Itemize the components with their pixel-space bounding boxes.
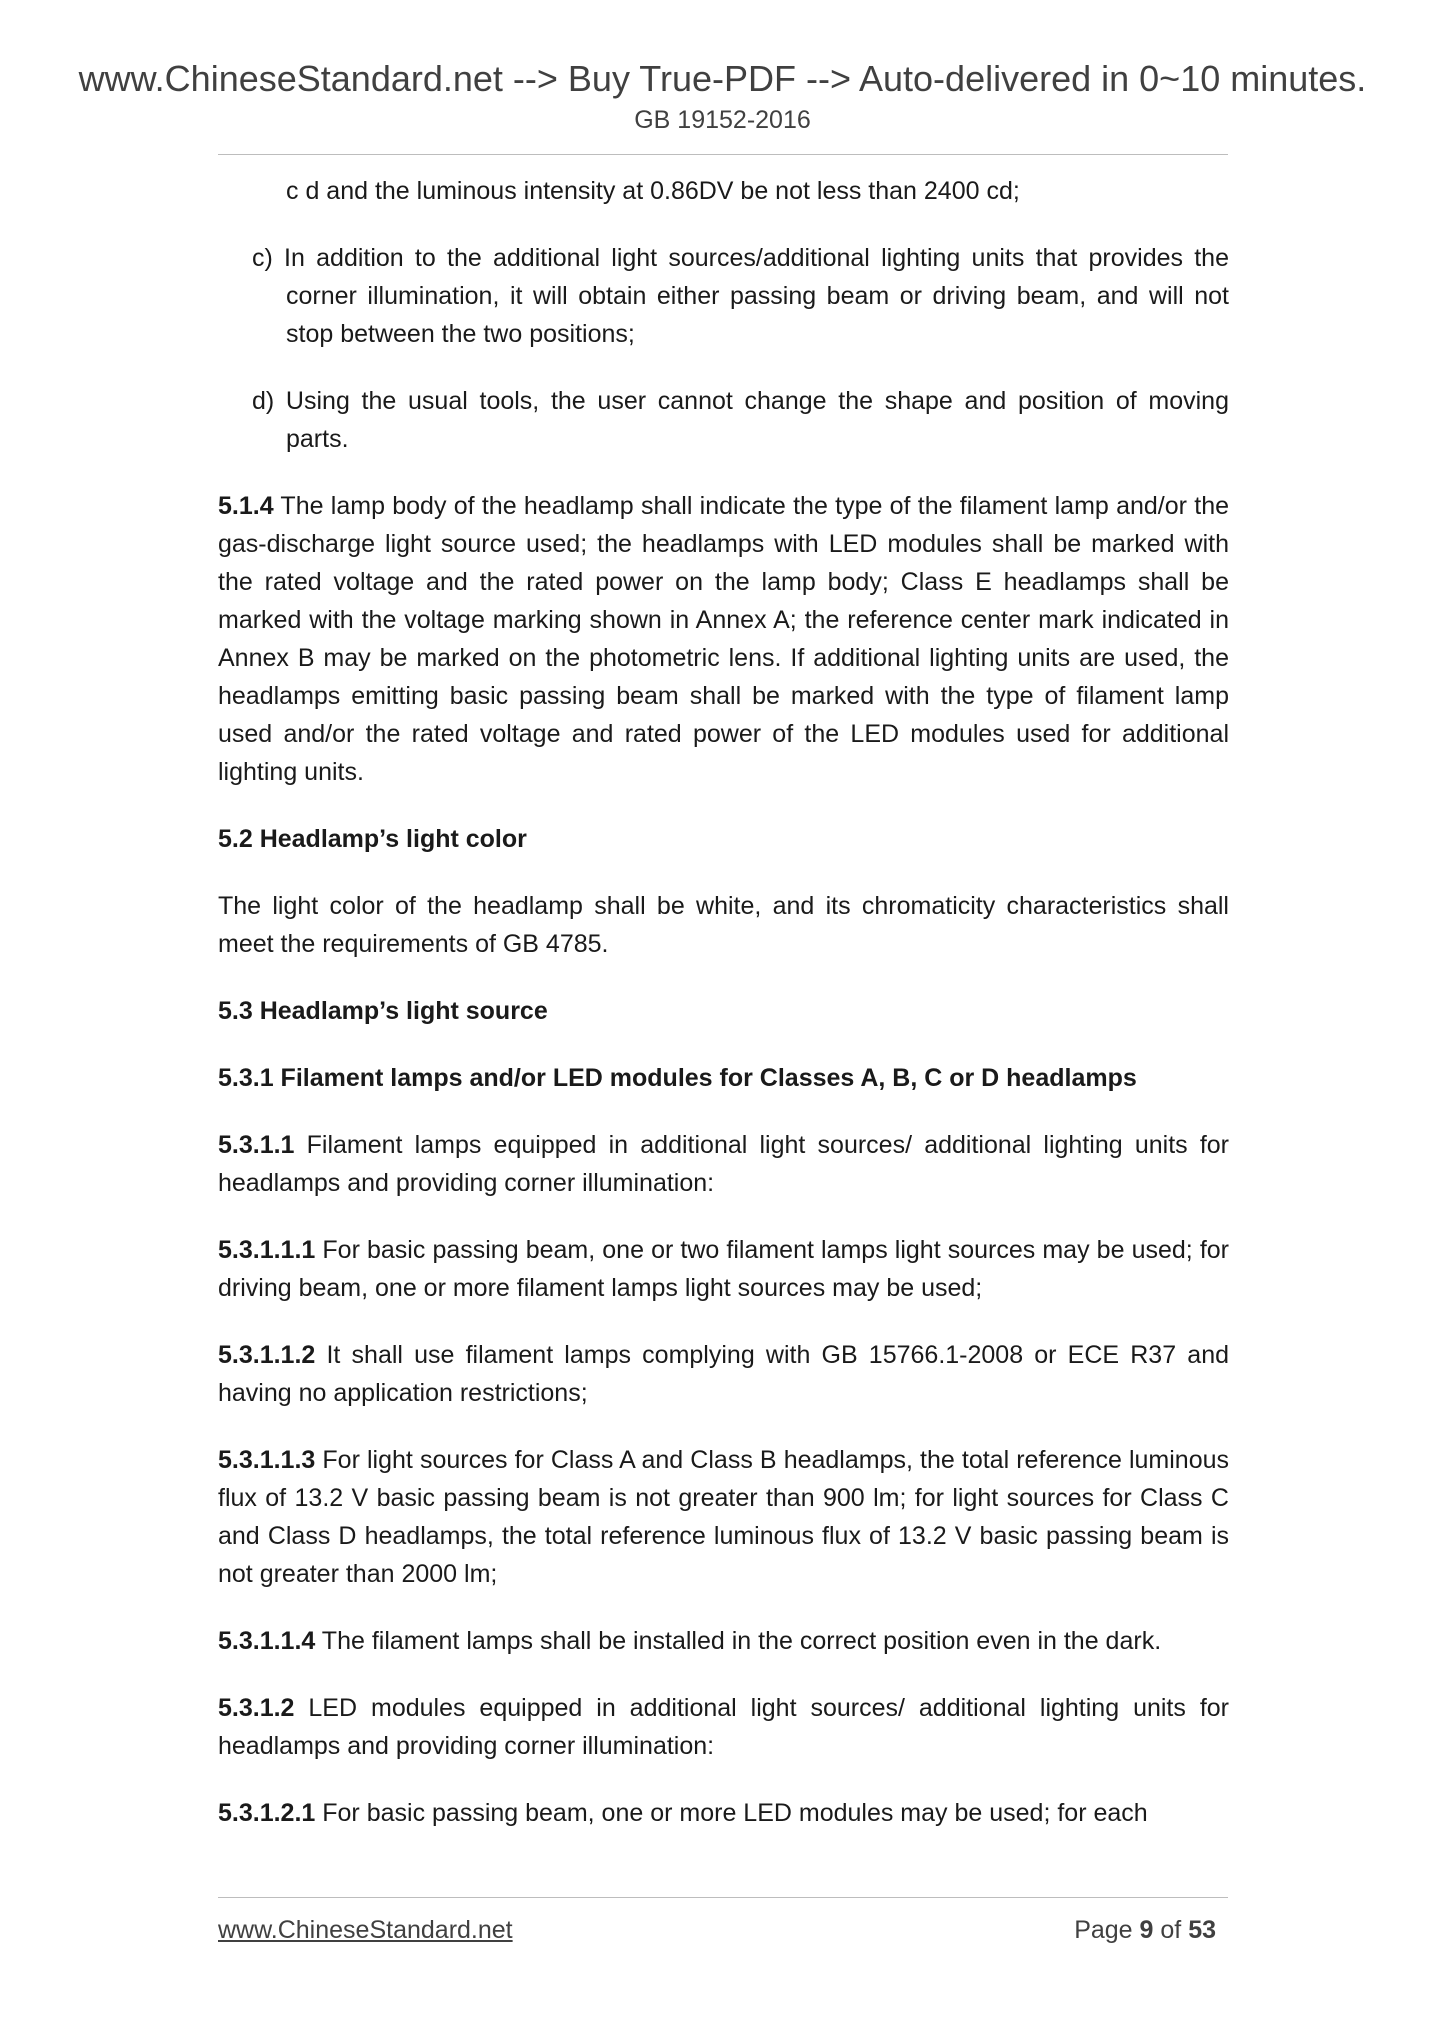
heading-5-2: 5.2 Headlamp’s light color — [218, 825, 527, 853]
clause-5-3-1-1 — [218, 1126, 1229, 1202]
clause-number: 5.3.1.1 — [218, 1131, 295, 1159]
clause-number: 5.3.1.1.2 — [218, 1341, 316, 1369]
clause-number: 5.3.1.1.1 — [218, 1236, 316, 1264]
header-divider — [218, 154, 1228, 155]
heading-5-3-1: 5.3.1 Filament lamps and/or LED modules for Classes A, B, C or D headlamps — [218, 1064, 1137, 1092]
clause-5-3-1-1-3 — [218, 1441, 1229, 1593]
clause-text: For basic passing beam, one or more LED modules may be used; for each — [315, 1799, 1148, 1827]
clause-text: Filament lamps equipped in additional light sources/ additional lighting units for headlamps and providing corner illumination: — [218, 1131, 1229, 1197]
clause-number: 5.3.1.2 — [218, 1694, 295, 1722]
list-item-d: d) Using the usual tools, the user cannot change the shape and position of moving parts. — [252, 387, 1229, 453]
page-total: 53 — [1188, 1916, 1216, 1944]
clause-5-1-4 — [218, 487, 1229, 791]
list-item-c: c) In addition to the additional light sources/additional lighting units that provides the corner illumination, it will obtain either passing beam or driving beam, and will not stop between the two positions; — [252, 244, 1229, 348]
document-id: GB 19152-2016 — [634, 106, 811, 134]
paragraph-5-2: The light color of the headlamp shall be white, and its chromaticity characteristics shall meet the requirements of GB 4785. — [218, 892, 1229, 958]
clause-text: The lamp body of the headlamp shall indicate the type of the filament lamp and/or the gas-discharge light source used; the headlamps with LED modules shall be marked with the rated voltage and the rated power on the lamp body; Class E headlamps shall be marked with the voltage marking shown in Annex A; the reference center mark indicated in Annex B may be marked on the photometric lens. If additional lighting units are used, the headlamps emitting basic passing beam shall be marked with the type of filament lamp used and/or the rated voltage and rated power of the LED modules used for additional lighting units. — [218, 492, 1229, 786]
page-indicator — [1074, 1914, 1216, 1946]
clause-number: 5.3.1.2.1 — [218, 1799, 316, 1827]
clause-5-3-1-2-1 — [218, 1794, 1229, 1832]
page-body — [218, 172, 1229, 1861]
clause-text: The filament lamps shall be installed in the correct position even in the dark. — [315, 1627, 1162, 1655]
clause-text: LED modules equipped in additional light sources/ additional lighting units for headlamps and providing corner illumination: — [218, 1694, 1229, 1760]
clause-text: For light sources for Class A and Class B headlamps, the total reference luminous flux of 13.2 V basic passing beam is not greater than 900 lm; for light sources for Class C and Class D headlamps, the total reference luminous flux of 13.2 V basic passing beam is not greater than 2000 lm; — [218, 1446, 1229, 1588]
clause-5-3-1-1-4 — [218, 1622, 1229, 1660]
page-prefix: Page — [1074, 1916, 1140, 1944]
heading-5-3: 5.3 Headlamp’s light source — [218, 997, 548, 1025]
clause-text: For basic passing beam, one or two filament lamps light sources may be used; for driving beam, one or more filament lamps light sources may be used; — [218, 1236, 1229, 1302]
footer-divider — [218, 1897, 1228, 1898]
clause-5-3-1-2 — [218, 1689, 1229, 1765]
page-current: 9 — [1139, 1916, 1154, 1944]
footer-site-link[interactable]: www.ChineseStandard.net — [218, 1916, 513, 1944]
paragraph-continuation: c d and the luminous intensity at 0.86DV be not less than 2400 cd; — [286, 177, 1020, 205]
page-mid: of — [1153, 1916, 1189, 1944]
clause-number: 5.1.4 — [218, 492, 274, 520]
clause-number: 5.3.1.1.4 — [218, 1627, 316, 1655]
clause-5-3-1-1-2 — [218, 1336, 1229, 1412]
clause-text: It shall use filament lamps complying with GB 15766.1-2008 or ECE R37 and having no application restrictions; — [218, 1341, 1229, 1407]
header-banner: www.ChineseStandard.net --> Buy True-PDF --> Auto-delivered in 0~10 minutes. — [78, 58, 1367, 99]
clause-5-3-1-1-1 — [218, 1231, 1229, 1307]
clause-number: 5.3.1.1.3 — [218, 1446, 316, 1474]
